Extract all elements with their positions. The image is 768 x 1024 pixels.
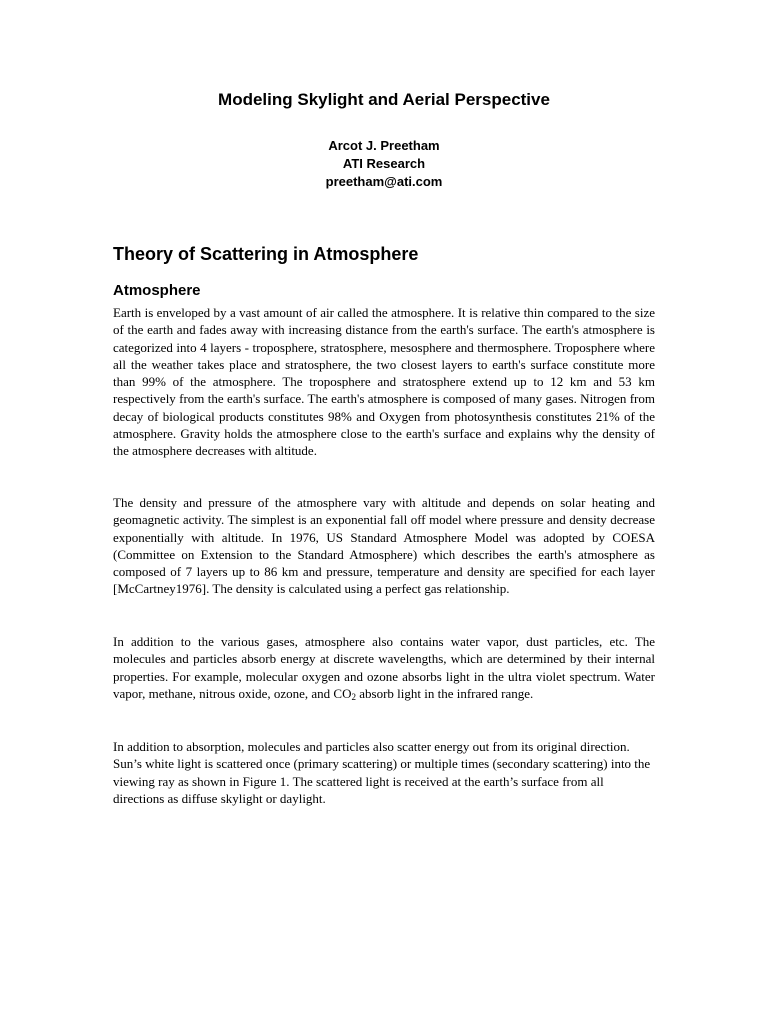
absorption-text-end: absorb light in the infrared range. (355, 685, 534, 701)
paper-title: Modeling Skylight and Aerial Perspective (218, 90, 550, 109)
absorption-text-start: In addition to the various gases, atmosphere also contains water vapor, dust particles, etc. The molecules and particles absorb energy at discrete wavelengths, which are determined by their internal properties. For example, molecular oxygen and ozone absorbs light in the ultra violet spectrum. Water vapor, methane, nitrous oxide, ozone, and CO (113, 634, 655, 701)
paragraph-atmosphere-layers: Earth is enveloped by a vast amount of air called the atmosphere. It is relative thin compared to the size of the earth and fades away with increasing distance from the earth's surface. The earth's atmosphere is categorized into 4 layers - troposphere, stratosphere, mesosphere and thermosphere. Troposphere where all the weather takes place and stratosphere, the two closest layers to earth's surface constitute more than 99% of the atmosphere. The troposphere and stratosphere extend up to 12 km and 53 km respectively from the earth's surface. The earth's atmosphere is composed of many gases. Nitrogen from decay of biological products constitutes 98% and Oxygen from photosynthesis constitutes 21% of the atmosphere. Gravity holds the atmosphere close to the earth's surface and explains why the density of the atmosphere decreases with altitude. (113, 305, 655, 459)
author-name: Arcot J. Preetham (328, 138, 440, 153)
author-email: preetham@ati.com (325, 174, 443, 189)
section-title: Theory of Scattering in Atmosphere (113, 244, 419, 264)
paragraph-density-pressure: The density and pressure of the atmosphere vary with altitude and depends on solar heating and geomagnetic activity. The simplest is an exponential fall off model where pressure and density decrease exponentially with altitude. In 1976, US Standard Atmosphere Model was adopted by COESA (Committee on Extension to the Standard Atmosphere) which describes the earth's atmosphere as composed of 7 layers up to 86 km and pressure, temperature and density are specified for each layer [McCartney1976]. The density is calculated using a perfect gas relationship. (113, 495, 655, 597)
paragraph-absorption (113, 633, 655, 702)
co2-subscript: 2 (351, 691, 356, 702)
paragraph-scattering: In addition to absorption, molecules and particles also scatter energy out from its original direction. Sun’s white light is scattered once (primary scattering) or multiple times (secondary scattering) into the viewing ray as shown in Figure 1. The scattered light is received at the earth’s surface from all directions as diffuse skylight or daylight. (113, 739, 651, 806)
subsection-title: Atmosphere (113, 282, 201, 299)
author-block (0, 137, 768, 191)
author-affiliation: ATI Research (342, 156, 426, 171)
